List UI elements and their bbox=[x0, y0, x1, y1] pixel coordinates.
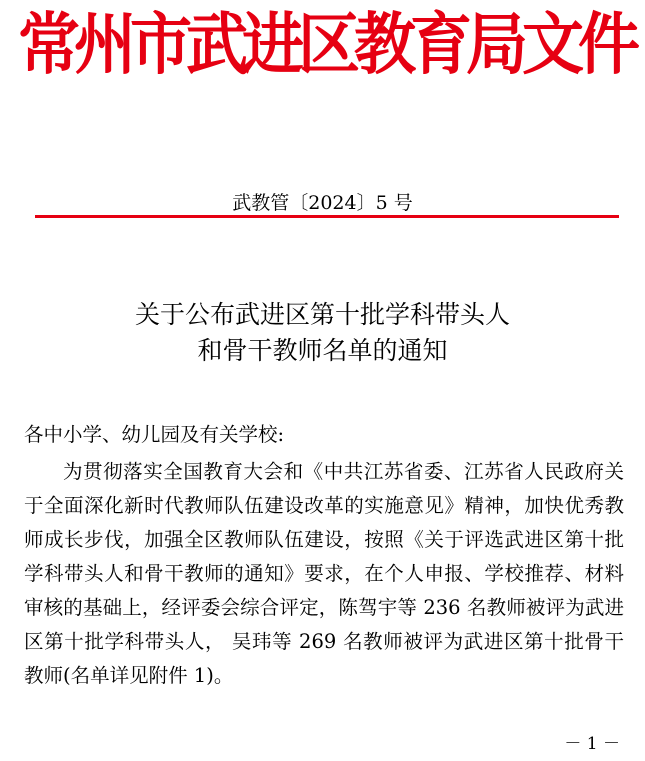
title-line-1: 关于公布武进区第十批学科带头人 bbox=[134, 300, 510, 329]
masthead-char: 市 bbox=[130, 5, 193, 84]
masthead-char: 进 bbox=[242, 5, 305, 84]
masthead-char: 局 bbox=[466, 5, 529, 84]
masthead-char: 州 bbox=[74, 5, 137, 84]
masthead-char: 育 bbox=[410, 5, 473, 84]
document-title bbox=[0, 297, 645, 369]
masthead-char: 教 bbox=[354, 5, 417, 84]
masthead-char: 区 bbox=[298, 5, 361, 84]
masthead-char: 件 bbox=[578, 5, 641, 84]
document-number: 武教管〔2024〕5 号 bbox=[232, 192, 413, 214]
salutation: 各中小学、幼儿园及有关学校: bbox=[24, 423, 285, 446]
body-paragraph: 为贯彻落实全国教育大会和《中共江苏省委、江苏省人民政府关于全面深化新时代教师队伍建设改革的实施意见》精神，加快优秀教师成长步伐，加强全区教师队伍建设，按照《关于评选武进区第十批学科带头人和骨干教师的通知》要求，在个人申报、学校推荐、材料审核的基础上，经评委会综合评定，陈驾宇等 236 名教师被评为武进区第十批学科带头人， 吴玮等 269 名教师被评为武进区第十批骨干教师(名单详见附件 1)。 bbox=[24, 460, 624, 687]
red-divider-line bbox=[35, 215, 619, 218]
masthead-char: 武 bbox=[186, 5, 249, 84]
red-masthead bbox=[18, 5, 641, 85]
masthead-char: 文 bbox=[522, 5, 585, 84]
document-body bbox=[24, 418, 624, 693]
page-number: － 1 － bbox=[564, 734, 620, 754]
title-line-2: 和骨干教师名单的通知 bbox=[197, 336, 448, 365]
masthead-char: 常 bbox=[18, 5, 81, 84]
